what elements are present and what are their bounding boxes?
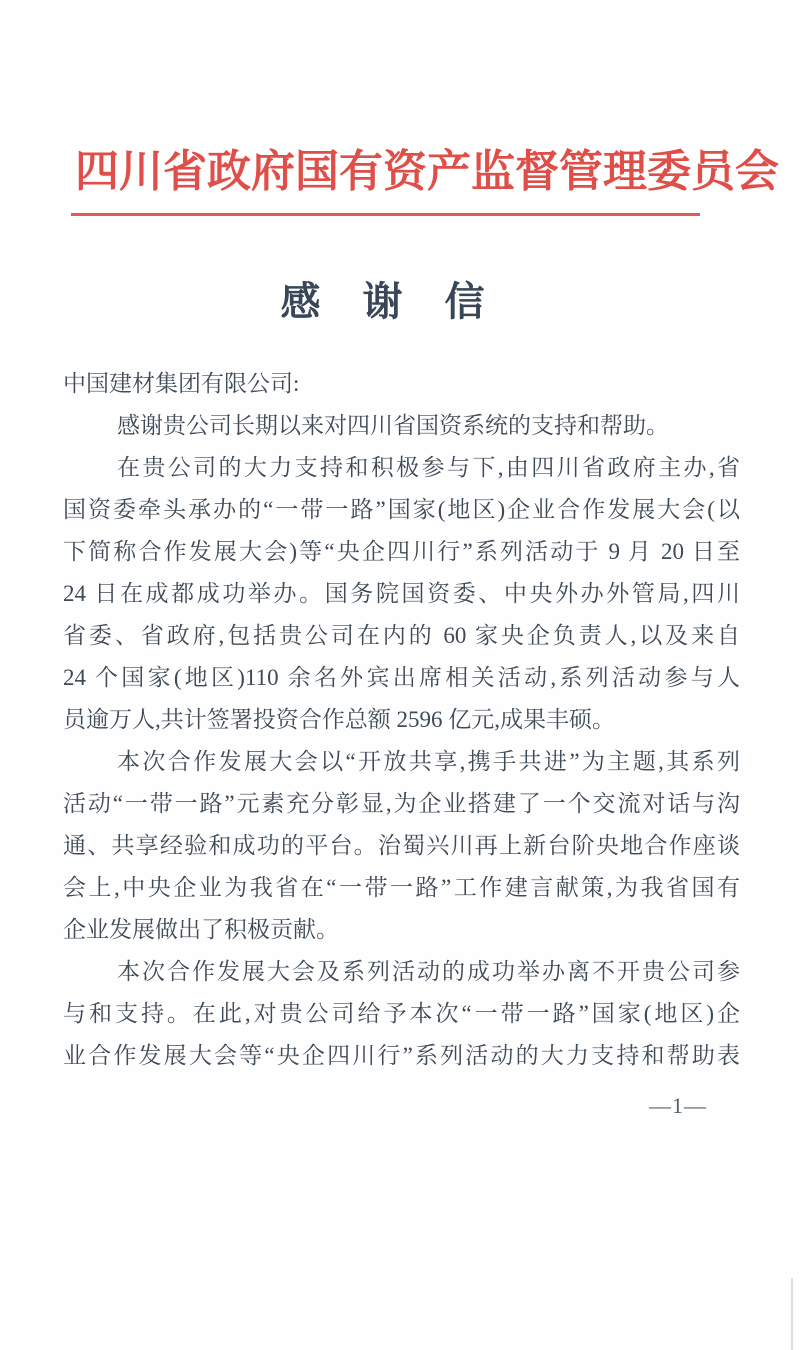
body-line: 下简称合作发展大会)等“央企四川行”系列活动于 9 月 20 日至: [63, 539, 740, 564]
body-line: 省委、省政府,包括贵公司在内的 60 家央企负责人,以及来自: [63, 623, 740, 648]
body-line: 本次合作发展大会及系列活动的成功举办离不开贵公司参: [117, 959, 740, 984]
body-text: [0, 363, 807, 1077]
body-line: 本次合作发展大会以“开放共享,携手共进”为主题,其系列: [117, 749, 740, 774]
page-number: —1—: [649, 1093, 707, 1118]
body-line: 会上,中央企业为我省在“一带一路”工作建言献策,为我省国有: [63, 875, 740, 900]
scan-edge-artifact: [791, 1278, 793, 1350]
body-line: 企业发展做出了积极贡献。: [63, 917, 339, 942]
body-line: 通、共享经验和成功的平台。治蜀兴川再上新台阶央地合作座谈: [63, 833, 740, 858]
body-line: 中国建材集团有限公司:: [63, 371, 300, 396]
letterhead-title: 四川省政府国有资产监督管理委员会: [75, 147, 779, 196]
body-line: 感谢贵公司长期以来对四川省国资系统的支持和帮助。: [117, 413, 669, 438]
body-line: 员逾万人,共计签署投资合作总额 2596 亿元,成果丰硕。: [63, 707, 615, 732]
letter-title: 感谢信: [280, 279, 527, 324]
body-line: 24 日在成都成功举办。国务院国资委、中央外办外管局,四川: [63, 581, 740, 606]
body-line: 业合作发展大会等“央企四川行”系列活动的大力支持和帮助表: [63, 1043, 740, 1068]
body-line: 24 个国家(地区)110 余名外宾出席相关活动,系列活动参与人: [63, 665, 740, 690]
body-line: 国资委牵头承办的“一带一路”国家(地区)企业合作发展大会(以: [63, 497, 740, 522]
body-line: 与和支持。在此,对贵公司给予本次“一带一路”国家(地区)企: [63, 1001, 740, 1026]
body-line: 在贵公司的大力支持和积极参与下,由四川省政府主办,省: [117, 455, 740, 480]
letter-page: [0, 147, 807, 1350]
body-line: 活动“一带一路”元素充分彰显,为企业搭建了一个交流对话与沟: [63, 791, 740, 816]
letterhead-rule: [71, 213, 700, 216]
